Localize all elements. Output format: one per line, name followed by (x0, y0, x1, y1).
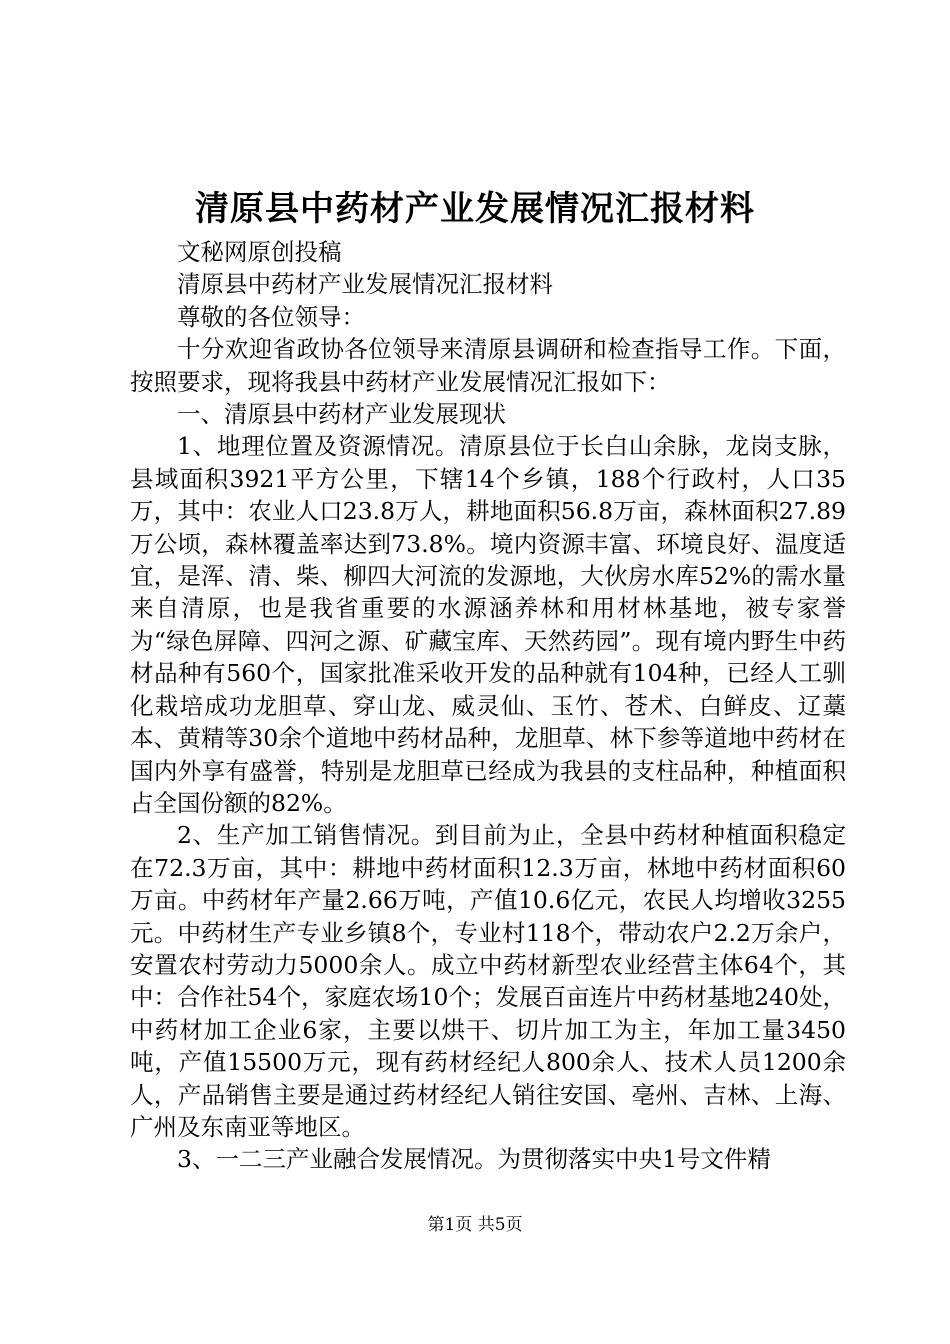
paragraph-production: 2、生产加工销售情况。到目前为止，全县中药材种植面积稳定在72.3万亩，其中：耕地中药材面积12.3万亩，林地中药材面积60万亩。中药材年产量2.66万吨，产值10.6亿元，农民人均增收3255元。中药材生产专业乡镇8个，专业村118个，带动农户2.2万余户，安置农村劳动力5000余人。成立中药材新型农业经营主体64个，其中：合作社54个，家庭农场10个；发展百亩连片中药材基地240处，中药材加工企业6家，主要以烘干、切片加工为主，年加工量3450吨，产值15500万元，现有药材经纪人800余人、技术人员1200余人，产品销售主要是通过药材经纪人销往安国、亳州、吉林、上海、广州及东南亚等地区。 (130, 821, 846, 1141)
section-heading-status: 一、清原县中药材产业发展现状 (177, 400, 506, 429)
paragraph-subtitle: 清原县中药材产业发展情况汇报材料 (177, 270, 553, 299)
page-footer: 第1页 共5页 (427, 1215, 523, 1235)
paragraph-geography: 1、地理位置及资源情况。清原县位于长白山余脉，龙岗支脉，县域面积3921平方公里，下辖14个乡镇，188个行政村，人口35万，其中：农业人口23.8万人，耕地面积56.8万亩，森林面积27.89万公顷，森林覆盖率达到73.8%。境内资源丰富、环境良好、温度适宜，是浑、清、柴、柳四大河流的发源地，大伙房水库52%的需水量来自清原，也是我省重要的水源涵养林和用材林基地，被专家誉为“绿色屏障、四河之源、矿藏宝库、天然药园”。现有境内野生中药材品种有560个，国家批准采收开发的品种就有104种，已经人工驯化栽培成功龙胆草、穿山龙、威灵仙、玉竹、苍术、白鲜皮、辽藁本、黄精等30余个道地中药材品种，龙胆草、林下参等道地中药材在国内外享有盛誉，特别是龙胆草已经成为我县的支柱品种，种植面积占全国份额的82%。 (130, 432, 846, 817)
paragraph-salutation: 尊敬的各位领导： (177, 302, 365, 331)
paragraph-integration: 3、一二三产业融合发展情况。为贯彻落实中央1号文件精 (177, 1145, 771, 1174)
document-title: 清原县中药材产业发展情况汇报材料 (195, 189, 755, 229)
document-body (130, 236, 846, 1176)
paragraph-source: 文秘网原创投稿 (177, 238, 342, 266)
paragraph-welcome: 十分欢迎省政协各位领导来清原县调研和检查指导工作。下面，按照要求，现将我县中药材产业发展情况汇报如下： (130, 335, 846, 396)
